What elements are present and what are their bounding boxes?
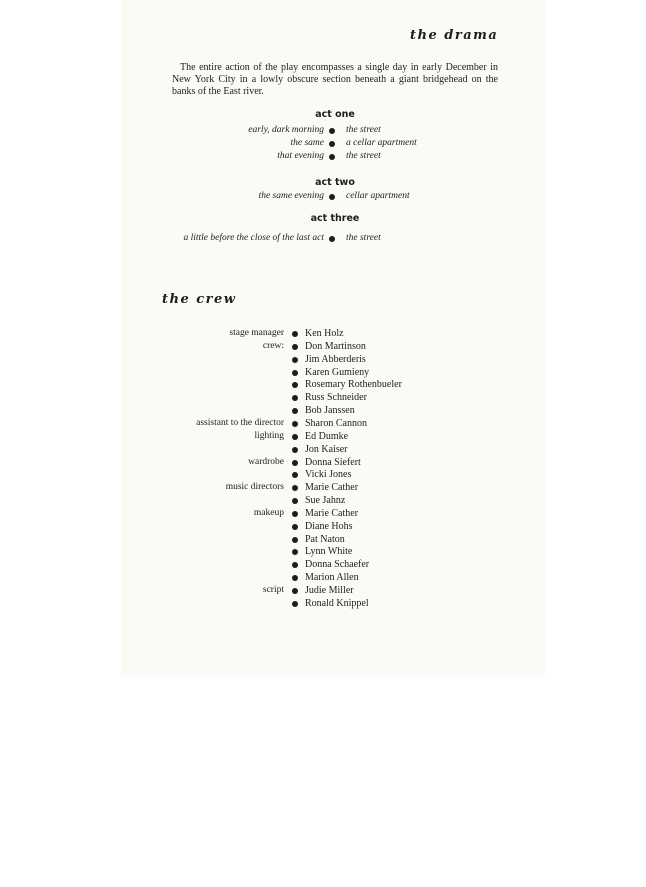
crew-role: music directors [225,482,284,492]
act-scene-row [120,191,540,203]
crew-row [150,469,450,482]
drama-title: the drama [410,28,499,43]
act-heading: act three [310,213,360,224]
crew-name: Marie Cather [305,482,359,493]
crew-row [150,379,450,392]
crew-name: Vicki Jones [305,469,352,480]
crew-row [150,354,450,367]
crew-row [150,508,450,521]
crew-name: Jon Kaiser [305,444,348,455]
crew-name: Sharon Cannon [305,418,367,429]
crew-name: Marie Cather [305,508,359,519]
bullet-dot-icon [292,537,298,543]
crew-row [150,559,450,572]
crew-row [150,418,450,431]
bullet-dot-icon [292,588,298,594]
crew-name: Ed Dumke [305,431,349,442]
bullet-dot-icon [329,141,335,147]
crew-row [150,572,450,585]
crew-row [150,546,450,559]
bullet-dot-icon [292,562,298,568]
act-heading: act one [315,109,355,120]
crew-role: makeup [253,508,284,518]
drama-description: The entire action of the play encompasses a single day in early December in New York City in a lowly obscure section beneath a giant bridgehead on the banks of the East river. [172,62,498,97]
scene-place: the street [346,125,381,135]
crew-name: Diane Hohs [305,521,353,532]
scene-time: early, dark morning [248,125,324,135]
scene-place: the street [346,233,381,243]
bullet-dot-icon [292,421,298,427]
bullet-dot-icon [292,357,298,363]
crew-name: Russ Schneider [305,392,367,403]
crew-role: script [262,585,284,595]
bullet-dot-icon [292,382,298,388]
crew-role: lighting [254,431,284,441]
crew-name: Pat Naton [305,534,345,545]
crew-name: Donna Siefert [305,457,361,468]
bullet-dot-icon [292,498,298,504]
bullet-dot-icon [292,408,298,414]
crew-name: Donna Schaefer [305,559,370,570]
bullet-dot-icon [292,344,298,350]
bullet-dot-icon [329,194,335,200]
scene-time: the same evening [258,191,324,201]
crew-row [150,521,450,534]
bullet-dot-icon [329,236,335,242]
bullet-dot-icon [292,575,298,581]
act-scene-row [120,138,540,150]
bullet-dot-icon [329,128,335,134]
scene-time: that evening [277,151,324,161]
bullet-dot-icon [292,447,298,453]
crew-row [150,431,450,444]
act-scene-row [120,151,540,163]
crew-name: Rosemary Rothenbueler [305,379,402,390]
bullet-dot-icon [329,154,335,160]
crew-row [150,444,450,457]
bullet-dot-icon [292,395,298,401]
act-scene-row [120,233,540,245]
crew-row [150,328,450,341]
crew-row [150,482,450,495]
scene-place: cellar apartment [346,191,410,201]
crew-name: Judie Miller [305,585,354,596]
bullet-dot-icon [292,370,298,376]
bullet-dot-icon [292,434,298,440]
crew-name: Lynn White [305,546,353,557]
crew-row [150,405,450,418]
bullet-dot-icon [292,601,298,607]
crew-name: Don Martinson [305,341,366,352]
crew-name: Ronald Knippel [305,598,369,609]
crew-role: stage manager [229,328,284,338]
crew-name: Marion Allen [305,572,359,583]
crew-name: Bob Janssen [305,405,355,416]
bullet-dot-icon [292,472,298,478]
act-heading: act two [315,177,355,188]
bullet-dot-icon [292,549,298,555]
crew-role: assistant to the director [196,418,284,428]
crew-row [150,341,450,354]
crew-row [150,495,450,508]
scene-place: a cellar apartment [346,138,417,148]
bullet-dot-icon [292,331,298,337]
crew-name: Sue Jahnz [305,495,346,506]
crew-row [150,392,450,405]
bullet-dot-icon [292,511,298,517]
bullet-dot-icon [292,460,298,466]
crew-name: Ken Holz [305,328,344,339]
crew-role: crew: [262,341,284,351]
scene-time: the same [290,138,324,148]
bullet-dot-icon [292,485,298,491]
crew-row [150,598,450,611]
crew-row [150,585,450,598]
bullet-dot-icon [292,524,298,530]
act-scene-row [120,125,540,137]
crew-name: Jim Abberderis [305,354,366,365]
scene-place: the street [346,151,381,161]
crew-name: Karen Gumieny [305,367,370,378]
crew-title: the crew [162,292,237,307]
crew-role: wardrobe [248,457,284,467]
scene-time: a little before the close of the last act [183,233,324,243]
